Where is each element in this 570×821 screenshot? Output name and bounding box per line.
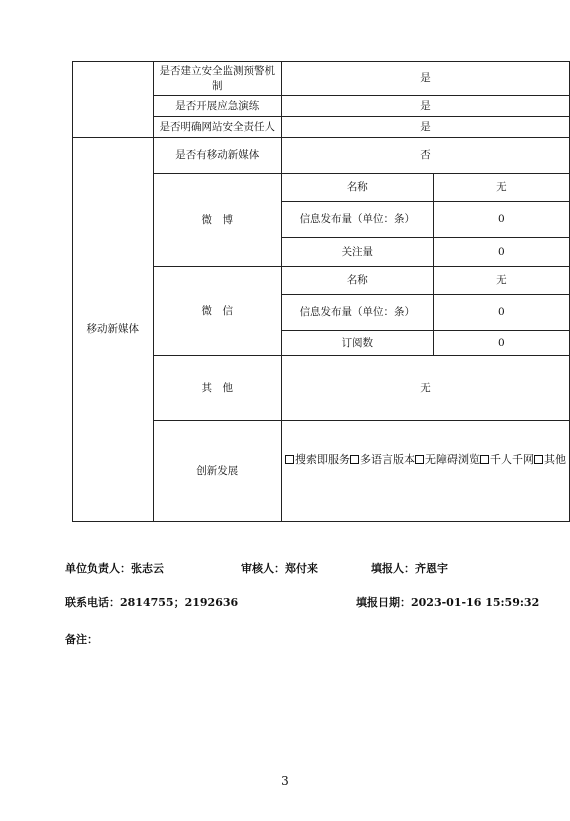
checkbox-search-service[interactable] [285,455,294,464]
weibo-name-value: 无 [433,174,569,202]
reviewer: 审核人：郑付来 [241,562,318,575]
security-label: 是否开展应急演练 [153,96,281,117]
wechat-posts-label: 信息发布量（单位：条） [281,295,433,331]
contact-phone: 联系电话：2814755；2192636 [65,596,239,609]
option-accessibility: 无障碍浏览 [424,453,480,466]
wechat-posts-value: 0 [433,295,569,331]
has-new-media-label: 是否有移动新媒体 [153,138,281,174]
wechat-name-value: 无 [433,267,569,295]
wechat-label: 微 信 [153,267,281,356]
security-value: 是 [281,62,569,96]
weibo-posts-label: 信息发布量（单位：条） [281,202,433,238]
weibo-name-label: 名称 [281,174,433,202]
wechat-subscribers-value: 0 [433,331,569,356]
checkbox-multilingual[interactable] [350,455,359,464]
security-label: 是否建立安全监测预警机制 [153,62,281,96]
option-multilingual: 多语言版本 [359,453,415,466]
new-media-section-label: 移动新媒体 [73,138,154,522]
innovation-options [285,452,566,467]
fill-date: 填报日期：2023-01-16 15:59:32 [356,596,540,609]
checkbox-personalized[interactable] [480,455,489,464]
weibo-followers-value: 0 [433,238,569,267]
innovation-options-cell [281,421,569,522]
security-section-cell [73,62,154,138]
option-search-service: 搜索即服务 [294,453,350,466]
weibo-posts-value: 0 [433,202,569,238]
checkbox-accessibility[interactable] [415,455,424,464]
other-media-label: 其 他 [153,356,281,421]
security-value: 是 [281,96,569,117]
has-new-media-value: 否 [281,138,569,174]
remark-label: 备注： [65,633,98,646]
security-label: 是否明确网站安全责任人 [153,117,281,138]
table-row [73,138,570,174]
wechat-subscribers-label: 订阅数 [281,331,433,356]
unit-owner: 单位负责人：张志云 [65,562,164,575]
innovation-section-label: 创新发展 [153,421,281,522]
checkbox-other[interactable] [534,455,543,464]
option-personalized: 千人千网 [489,453,534,466]
table-row [73,62,570,96]
security-value: 是 [281,117,569,138]
option-other: 其他 [543,453,566,466]
page-number: 3 [281,774,289,788]
report-table [72,61,570,522]
filler: 填报人：齐恩宇 [371,562,448,575]
other-media-value: 无 [281,356,569,421]
weibo-label: 微 博 [153,174,281,267]
wechat-name-label: 名称 [281,267,433,295]
weibo-followers-label: 关注量 [281,238,433,267]
